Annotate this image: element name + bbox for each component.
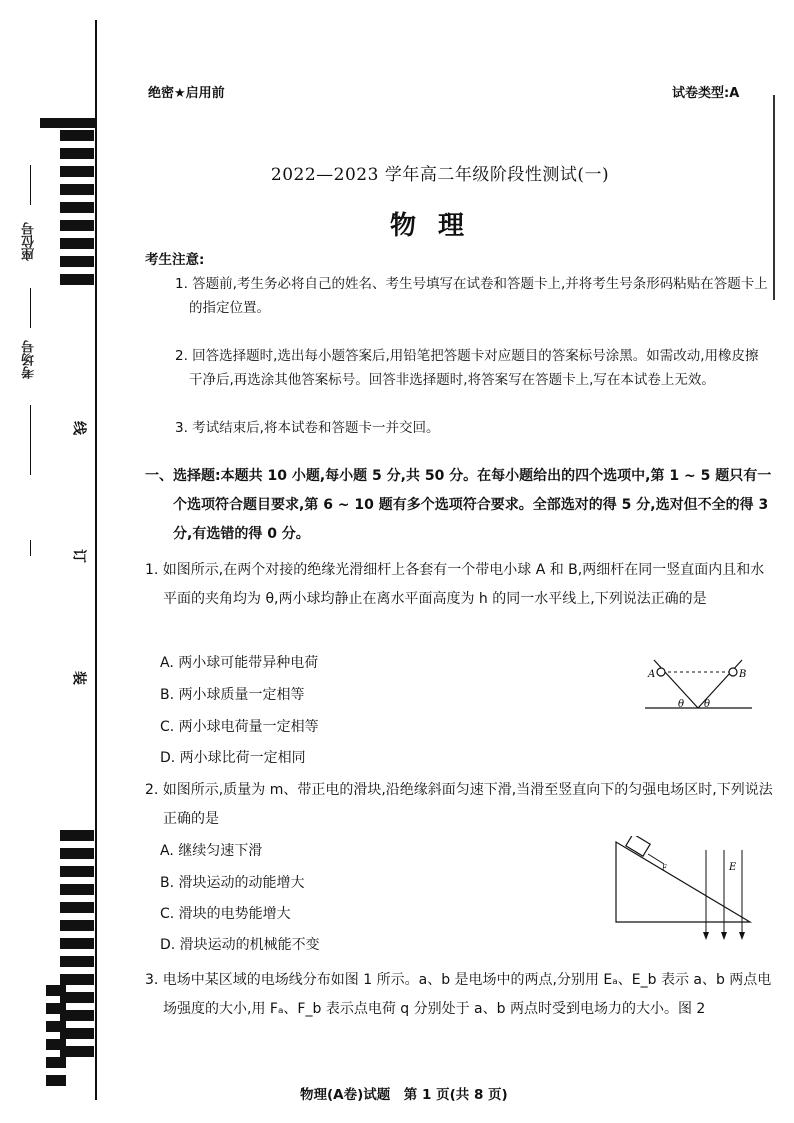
note-item-1: 1. 答题前,考生务必将自己的姓名、考生号填写在试卷和答题卡上,并将考生号条形码粘贴在答题卡上的指定位置。 [175,276,768,316]
q1-angle-left: θ [678,699,685,710]
subject-title: 物理 [390,211,487,241]
q2-option-d: D. 滑块运动的机械能不变 [160,937,320,953]
name-underline [30,405,31,475]
exam-no-underline [30,288,31,328]
exam-title: 2022—2023 学年高二年级阶段性测试(一) [270,165,610,185]
q1-option-b: B. 两小球质量一定相等 [160,687,305,703]
q2-option-b: B. 滑块运动的动能增大 [160,875,305,891]
exam-no-label: 考场号 [22,340,37,379]
q1-label-a: A [648,669,656,680]
secret-label: 绝密★启用前 [148,86,225,101]
q2-arrow-1 [703,932,709,940]
seat-underline [30,165,31,205]
seat-label: 座位号 [22,222,37,261]
q2-block [626,836,650,856]
q2-option-c: C. 滑块的电势能增大 [160,906,291,922]
q2-incline [616,842,750,922]
q1-option-a: A. 两小球可能带异种电荷 [160,655,319,671]
q2-stem: 2. 如图所示,质量为 m、带正电的滑块,沿绝缘斜面匀速下滑,当滑至竖直向下的匀强电场区时,下列说法正确的是 [145,782,773,827]
q1-stem: 1. 如图所示,在两个对接的绝缘光滑细杆上各套有一个带电小球 A 和 B,两细杆在同一竖直面内且和水平面的夹角均为 θ,两小球均静止在离水平面高度为 h 的同一水平线上,下列说法正确的是 [145,562,765,607]
q2-label-f: F [662,864,667,872]
q1-left-rod [654,660,698,708]
q2-label-e: E [729,862,737,873]
q2-arrow-3 [739,932,745,940]
q1-option-d: D. 两小球比荷一定相同 [160,750,306,766]
seal-char-xian: 线 [73,419,87,435]
right-edge-line [773,95,775,300]
q3-stem: 3. 电场中某区域的电场线分布如图 1 所示。a、b 是电场中的两点,分别用 Eₐ、E_b 表示 a、b 两点电场强度的大小,用 Fₐ、F_b 表示点电荷 q 分别处于 a、b 两点时受到电场力的大小。图 2 [145,972,772,1017]
paper-type-label: 试卷类型:A [672,86,740,101]
page-footer: 物理(A卷)试题 第 1 页(共 8 页) [300,1087,508,1103]
q1-label-b: B [739,669,747,680]
q2-option-a: A. 继续匀速下滑 [160,843,263,859]
q1-ball-b [729,668,737,676]
note-item-3: 3. 考试结束后,将本试卷和答题卡一并交回。 [175,420,440,436]
q2-figure [612,836,754,944]
q1-figure [640,652,755,714]
note-item-2: 2. 回答选择题时,选出每小题答案后,用铅笔把答题卡对应题目的答案标号涂黑。如需改动,用橡皮擦干净后,再选涂其他答案标号。回答非选择题时,将答案写在答题卡上,写在本试卷上无效。 [175,348,759,388]
section-1-instructions: 一、选择题:本题共 10 小题,每小题 5 分,共 50 分。在每小题给出的四个选项中,第 1 ~ 5 题只有一个选项符合题目要求,第 6 ~ 10 题有多个选项符合要求。全部选对的得 5 分,选对但不全的得 3 分,有选错的得 0 分。 [145,468,772,542]
seal-char-zhuang: 装 [73,669,87,685]
seal-char-ding: 订 [73,547,87,563]
q1-angle-right: θ [704,699,711,710]
binding-pattern-top [60,130,94,292]
binding-pattern-left [46,985,66,1093]
binding-top-bar [40,118,96,128]
q1-ball-a [657,668,665,676]
q2-arrow-2 [721,932,727,940]
class-underline [30,540,31,556]
binding-vertical-line [95,20,97,1100]
notes-heading: 考生注意: [145,252,205,268]
q1-option-c: C. 两小球电荷量一定相等 [160,719,319,735]
